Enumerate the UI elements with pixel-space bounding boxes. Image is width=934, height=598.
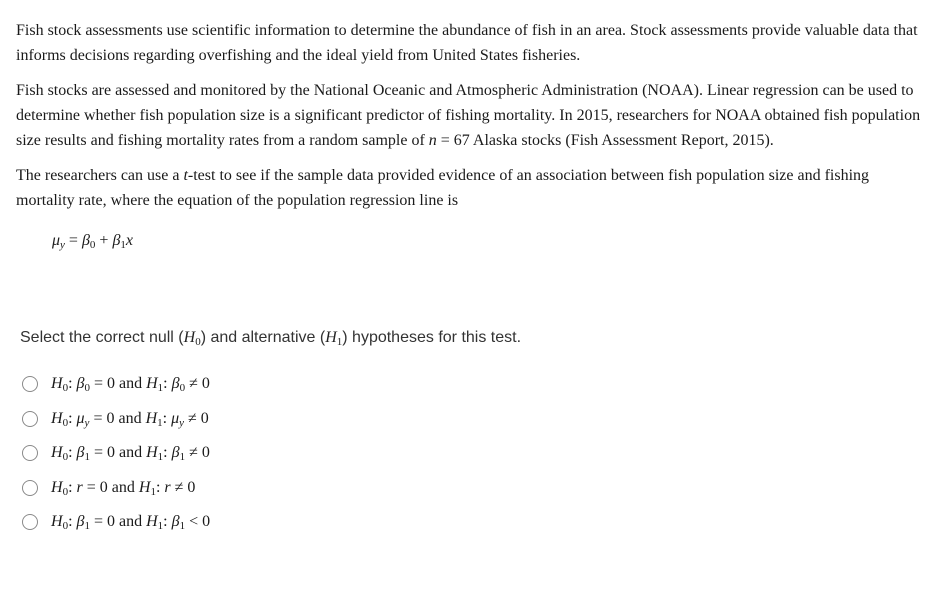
- passage-paragraph-2: [16, 78, 924, 153]
- passage-p3-text-b: -test to see if the sample data provided evidence of an association between fish population size and fishing mortality rate, where the equation of the population regression line is: [16, 167, 870, 209]
- radio-button[interactable]: [22, 480, 38, 496]
- question-passage: [16, 18, 924, 253]
- prompt-text-b: ) and alternative (: [200, 329, 326, 346]
- answer-option-4[interactable]: [22, 476, 210, 500]
- regression-equation: $\mu_y = \beta_0 + \beta_1x$: [52, 232, 134, 251]
- h1-symbol: $H_1$: [325, 329, 343, 348]
- radio-button[interactable]: [22, 514, 38, 530]
- h0-symbol: $H_0$: [183, 329, 201, 348]
- passage-paragraph-1: Fish stock assessments use scientific information to determine the abundance of fish in an area. Stock assessments provide valuable data that informs decisions regarding overfishing and the ideal yield from United States fisheries.: [16, 22, 918, 64]
- option-label: $H_0$: $\beta_1 = 0$ and $H_1$: $\beta_1 \ne 0$: [51, 444, 210, 463]
- radio-button[interactable]: [22, 376, 38, 392]
- t-test-symbol: t: [183, 167, 188, 184]
- answer-options: [22, 372, 210, 545]
- prompt-text-a: Select the correct null (: [20, 329, 184, 346]
- passage-p3-text-a: The researchers can use a: [16, 167, 184, 184]
- passage-p2-text-a: Fish stocks are assessed and monitored by the National Oceanic and Atmospheric Administration (NOAA). Linear regression can be used to determine whether fish population size is a significant predictor of fishing mortality. In 2015, researchers for NOAA obtained fish population size results and fishing mortality rates from a random sample of: [16, 82, 921, 149]
- prompt-text-c: ) hypotheses for this test.: [342, 329, 522, 346]
- option-label: $H_0$: $\beta_0 = 0$ and $H_1$: $\beta_0 \ne 0$: [51, 375, 210, 394]
- question-prompt: [20, 326, 521, 350]
- answer-option-3[interactable]: [22, 441, 210, 465]
- answer-option-1[interactable]: [22, 372, 210, 396]
- radio-button[interactable]: [22, 411, 38, 427]
- option-label: $H_0$: $\mu_y = 0$ and $H_1$: $\mu_y \ne 0$: [51, 409, 209, 429]
- answer-option-2[interactable]: [22, 407, 210, 431]
- answer-option-5[interactable]: [22, 510, 210, 534]
- passage-paragraph-3: [16, 163, 924, 213]
- radio-button[interactable]: [22, 445, 38, 461]
- option-label: $H_0$: r = 0 and $H_1$: r ≠ 0: [51, 478, 196, 498]
- passage-p2-text-b: Alaska stocks (Fish Assessment Report, 2015).: [469, 132, 774, 149]
- option-label: $H_0$: $\beta_1 = 0$ and $H_1$: $\beta_1 < 0$: [51, 513, 211, 532]
- sample-size-math: n = 67: [428, 132, 470, 149]
